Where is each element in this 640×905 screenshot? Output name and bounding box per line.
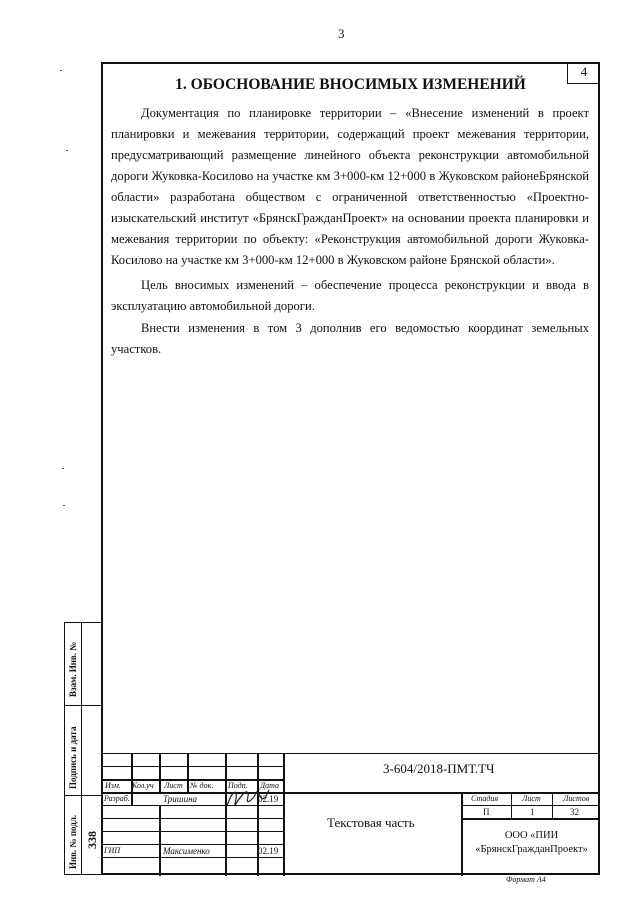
document-code: 3-604/2018-ПМТ.ТЧ [383,761,495,776]
scan-speck [66,150,68,151]
paragraph-instruction: Внести изменения в том 3 дополнив его ведомостью координат земельных участков. [111,321,589,356]
inv-podl-label: Инв. № подл. [68,814,78,869]
sheet-value: 1 [530,807,535,817]
scan-speck [60,70,62,71]
page-number: 3 [338,26,345,41]
header-list: Лист [164,781,183,790]
paragraph-goal: Цель вносимых изменений – обеспечение процесса реконструкции и ввода в эксплуатацию автомобильной дороги. [111,278,589,313]
org-line-2: «БрянскГражданПроект» [475,844,588,855]
scan-speck [62,468,64,469]
paragraph-justification: Документация по планировке территории – «Внесение изменений в проект планировки и межевания территории, содержащий проект межевания территории, предусматривающий размещение линейного объекта реконструкции автомобильной дороги Жуковка-Косилово на участке км 3+000-км 12+000 в Жуковском районеБрянской области» разработана обществом с ограниченной ответственностью «Проектно-изыскательский институт «БрянскГражданПроект» на основании проекта планировки и межевания территории по объекту: «Реконструкция автомобильной дороги Жуковка-Косилово на участке км 3+000-км 12+000 в Жуковском районе Брянской области». [111,106,589,267]
signature-date-label: Подпись и дата [68,726,78,789]
strip-divider [65,795,101,796]
gip-name: Максименко [163,846,210,856]
header-signature: Подп. [228,781,248,790]
strip-divider-vertical [81,623,82,874]
razrab-date: 02.19 [258,794,279,804]
sheets-header: Листов [563,794,590,803]
part-name: Текстовая часть [327,815,415,830]
gip-label: ГИП [104,846,121,855]
header-izm: Изм. [105,781,121,790]
header-doc-no: № док. [190,781,214,790]
inv-podl-value: 338 [85,831,99,849]
scan-speck [63,505,65,506]
stage-value: П [483,807,490,817]
sheet-header: Лист [522,794,541,803]
strip-divider [65,705,101,706]
signature-scribble [223,784,271,812]
stage-header: Стадия [471,794,499,803]
sheets-value: 32 [570,807,579,817]
organization-name [463,829,600,857]
razrab-name: Тришина [163,794,198,804]
header-date: Дата [260,781,279,790]
header-kol-uch: Кол.уч [132,781,154,790]
sheet-number-box: 4 [567,62,600,84]
section-heading [101,76,600,94]
org-line-1: ООО «ПИИ [504,830,559,841]
razrab-label: Разраб. [104,794,130,803]
vzam-inv-label: Взам. Инв. № [68,641,78,697]
format-label: Формат А4 [506,875,546,884]
left-stamp-strip [64,622,101,875]
title-block [101,753,600,875]
section-heading-text: 1. ОБОСНОВАНИЕ ВНОСИМЫХ ИЗМЕНЕНИЙ [175,76,526,93]
gip-date: 02.19 [258,846,279,856]
